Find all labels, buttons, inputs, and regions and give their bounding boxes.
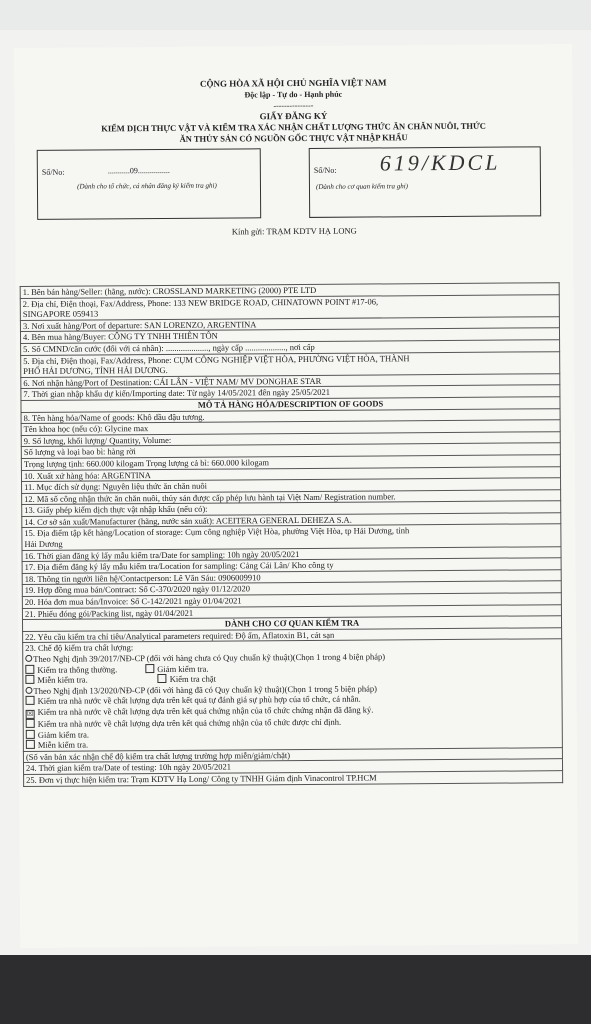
number-boxes [15, 142, 574, 226]
document-subtitle-1: KIỂM DỊCH THỰC VẬT VÀ KIỂM TRA XÁC NHẬN CHẤT LƯỢNG THỨC ĂN CHĂN NUÔI, THỨC [101, 120, 486, 134]
manufacturer-row: 14. Cơ sở sản xuất/Manufacturer (hãng, nước sản xuất): ACEITERA GENERAL DEHEZA S.A. [22, 513, 561, 528]
normal-inspection-checkbox[interactable] [25, 664, 34, 673]
confirmation-document-row: (Số văn bản xác nhận chế độ kiểm tra chất lượng trường hợp miễn/giảm/chặt) [23, 747, 562, 762]
invoice-row: 20. Hóa đơn mua bán/Invoice: Số C-142/2021 ngày 01/04/2021 [22, 593, 561, 608]
decree-39-radio[interactable] [25, 655, 32, 662]
authority-number-label: Số/No: [313, 165, 337, 175]
importing-date-row: 7. Thời gian nhập khẩu dự kiến/Importing date: Từ ngày 14/05/2021 đến ngày 25/05/2021 [21, 385, 560, 400]
exempt-inspection-checkbox[interactable] [25, 675, 34, 684]
sampling-location-row: 17. Địa điểm đăng ký lấy mẫu kiểm tra/Location for sampling: Cảng Cái Lân/ Kho công ty [22, 558, 561, 573]
form-header [14, 76, 572, 146]
decree-39-choices-1: Kiểm tra thông thường. Giảm kiểm tra. [25, 661, 559, 675]
testing-date-row: 24. Thời gian kiểm tra/Date of testing: 10h ngày 20/05/2021 [23, 759, 562, 774]
contract-row: 19. Hợp đồng mua bán/Contract: Số C-370/2020 ngày 01/12/2020 [22, 581, 561, 596]
section-for-authority: DÀNH CHO CƠ QUAN KIỂM TRA [22, 616, 561, 631]
applicant-number-value: ...........09................ [107, 165, 170, 176]
port-departure-row: 3. Nơi xuất hàng/Port of departure: SAN LORENZO, ARGENTINA [20, 316, 559, 331]
self-assessment-checkbox[interactable] [26, 696, 35, 705]
tight-inspection-checkbox[interactable] [158, 674, 167, 683]
designated-certification-checkbox[interactable] [26, 719, 35, 728]
goods-name-row: 8. Tên hàng hóa/Name of goods: Khô dầu đậu tương. [21, 408, 560, 423]
document-title: GIẤY ĐĂNG KÝ [259, 110, 328, 122]
packaging-row: Số lượng và loại bao bì: hàng rời [21, 443, 560, 458]
inspection-regime-block [23, 639, 563, 751]
testing-unit-row: 25. Đơn vị thực hiện kiểm tra: Trạm KDTV Hạ Long/ Công ty TNHH Giám định Vinacontrol TP.HCM [24, 771, 563, 786]
registration-form [14, 44, 578, 948]
form-table [20, 282, 563, 786]
exempt-inspection-option: Miễn kiểm tra. [26, 736, 560, 750]
exempt-inspection-13-checkbox[interactable] [26, 740, 35, 749]
authority-number-note: (Dành cho cơ quan kiểm tra ghi) [315, 182, 409, 191]
contact-person-row: 18. Thông tin người liên hệ/Contactperson: Lê Văn Sáu: 0906009910 [22, 570, 561, 585]
sampling-date-row: 16. Thời gian đăng ký lấy mẫu kiểm tra/Date for sampling: 10h ngày 20/05/2021 [22, 546, 561, 561]
registration-number-row: 12. Mã số công nhận thức ăn chăn nuôi, thủy sản được cấp phép lưu hành tại Việt Nam/ Registration number. [22, 489, 561, 504]
reduced-inspection-13-checkbox[interactable] [26, 729, 35, 738]
buyer-address-row: 5. Địa chỉ, Điện thoại, Fax/Address, Phone: CỤM CÔNG NGHIỆP VIỆT HÒA, PHƯỜNG VIỆT HÒA, THÀNH PHỐ HẢI DƯƠNG, TỈNH HẢI DƯƠNG. [21, 351, 560, 377]
weight-row: Trọng lượng tịnh: 660.000 kilogam Trọng lượng cả bì: 660.000 kilogam [21, 455, 560, 470]
permit-row: 13. Giấy phép kiểm dịch thực vật nhập khẩu (nếu có): [22, 501, 561, 516]
desk-surface [0, 955, 591, 1024]
registered-certification-checkbox-checked[interactable]: ☒ [26, 709, 34, 718]
quantity-row: 9. Số lượng, khối lượng/ Quantity, Volume: [21, 431, 560, 446]
national-title: CỘNG HÒA XÃ HỘI CHỦ NGHĨA VIỆT NAM [199, 77, 387, 89]
port-destination-row: 6. Nơi nhận hàng/Port of Destination: CÁI LÂN - VIỆT NAM/ MV DONGHAE STAR [21, 373, 560, 388]
self-assessment-option: Kiểm tra nhà nước về chất lượng dựa trên kết quả tự đánh giá sự phù hợp của tổ chức, cá nhân. [26, 693, 560, 707]
id-card-row: 5. Số CMND/căn cước (đối với cá nhân): ...................., ngày cấp ..................., nơi cấp [21, 340, 560, 355]
motto-divider: --------------- [273, 100, 314, 111]
decree-13-option[interactable]: Theo Nghị định 13/2020/NĐ-CP (đối với hàng đã có Quy chuẩn kỹ thuật)(Chọn 1 trong 5 biện pháp) [25, 682, 559, 696]
decree-39-choices-2: Miễn kiểm tra. Kiểm tra chặt [25, 671, 559, 685]
section-description-of-goods: MÔ TẢ HÀNG HÓA/DESCRIPTION OF GOODS [21, 397, 560, 412]
reduced-inspection-checkbox[interactable] [145, 664, 154, 673]
buyer-row: 4. Bên mua hàng/Buyer: CÔNG TY TNHH THIÊN TÔN [20, 328, 559, 343]
seller-address-row: 2. Địa chỉ, Điện thoại, Fax/Address, Phone: 133 NEW BRIDGE ROAD, CHINATOWN POINT #17-06, SINGAPORE 059413 [20, 294, 559, 320]
inspection-regime-label: 23. Chế độ kiểm tra chất lượng: [25, 642, 134, 654]
applicant-number-note: (Dành cho tổ chức, cá nhân đăng ký kiểm tra ghi) [77, 181, 217, 191]
packing-list-row: 21. Phiếu đóng gói/Packing list, ngày 01/04/2021 [22, 604, 561, 619]
analytical-parameters-row: 22. Yêu cầu kiểm tra chỉ tiêu/Analytical parameters required: Độ ẩm, Aflatoxin B1, cát sạn [23, 628, 562, 643]
applicant-number-box [37, 148, 261, 220]
scientific-name-row: Tên khoa học (nếu có): Glycine max [21, 420, 560, 435]
registered-certification-option: ☒ Kiểm tra nhà nước về chất lượng dựa trên kết quả chứng nhận của tổ chức chứng nhận đã đăng ký. [26, 704, 374, 718]
document-subtitle-2: ĂN THỦY SẢN CÓ NGUỒN GỐC THỰC VẬT NHẬP KHẨU [179, 132, 408, 144]
decree-39-option[interactable]: Theo Nghị định 39/2017/NĐ-CP (đối với hàng chưa có Quy chuẩn kỹ thuật)(Chọn 1 trong 4 biện pháp) [25, 650, 559, 664]
national-motto: Độc lập - Tự do - Hạnh phúc [244, 89, 343, 100]
applicant-number-label: Số/No: [41, 167, 65, 177]
decree-13-radio[interactable] [25, 687, 32, 694]
authority-number-handwritten: 619/KDCL [379, 149, 501, 176]
purpose-row: 11. Mục đích sử dụng: Nguyên liệu thức ăn chăn nuôi [22, 478, 561, 493]
origin-row: 10. Xuất xứ hàng hóa: ARGENTINA [21, 466, 560, 481]
designated-certification-option: Kiểm tra nhà nước về chất lượng dựa trên kết quả chứng nhận của tổ chức được chỉ định. [26, 715, 560, 729]
storage-location-row: 15. Địa điểm tập kết hàng/Location of storage: Cụm công nghiệp Việt Hòa, phường Việt Hòa, tp Hải Dương, tỉnh Hải Dương [22, 524, 561, 550]
reduced-inspection-option: Giảm kiểm tra. [26, 726, 560, 740]
addressee: Kính gửi: TRẠM KDTV HẠ LONG [231, 225, 357, 237]
seller-row: 1. Bên bán hàng/Seller: (hãng, nước): CROSSLAND MARKETING (2000) PTE LTD [20, 283, 559, 298]
authority-number-box [309, 146, 541, 218]
